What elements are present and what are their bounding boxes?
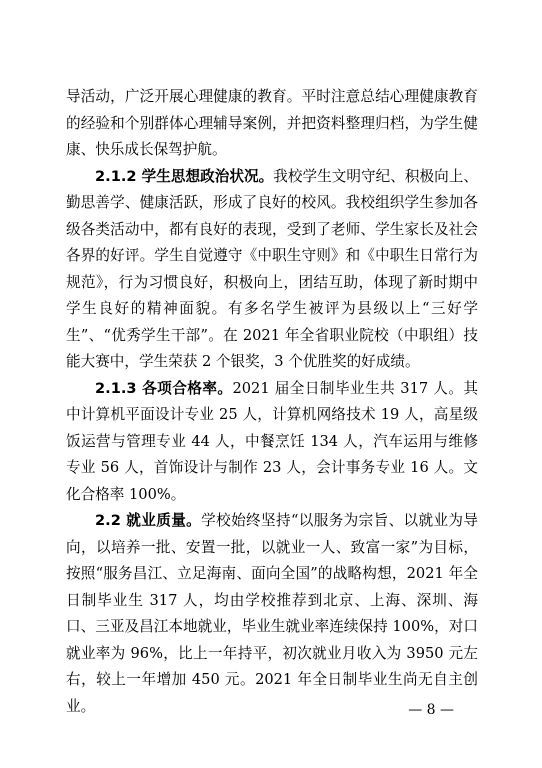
paragraph-pass-rate [66, 376, 478, 509]
page-number: — 8 — [408, 702, 454, 718]
paragraph-text: 导活动，广泛开展心理健康的教育。平时注意总结心理健康教育的经验和个别群体心理辅导案例，并把资料整理归档，为学生健康、快乐成长保驾护航。 [66, 88, 478, 158]
section-heading: 2.1.2 学生思想政治状况。 [95, 167, 274, 185]
section-heading: 2.2 就业质量。 [95, 512, 202, 529]
paragraph-text: 2021 届全日制毕业生共 317 人。其中计算机平面设计专业 25 人，计算机网络技术 19 人，高星级饭运营与管理专业 44 人，中餐烹饪 134 人，汽车运用与维修专业 56 人，首饰设计与制作 23 人，会计事务专业 16 人。文化合格率 100%。 [66, 379, 478, 503]
section-heading: 2.1.3 各项合格率。 [95, 379, 233, 397]
paragraph-employment [66, 508, 478, 720]
document-body [66, 84, 478, 720]
paragraph-text: 学校始终坚持“以服务为宗旨、以就业为导向，以培养一批、安置一批，以就业一人、致富一家”为目标，按照“服务昌江、立足海南、面向全国”的战略构想，2021 年全日制毕业生 317 人，均由学校推荐到北京、上海、深圳、海口、三亚及昌江本地就业，毕业生就业率连续保持 100%，对口就业率为 96%，比上一年持平，初次就业月收入为 3950 元左右，较上一年增加 450 元。2021 年全日制毕业生尚无自主创业。 [66, 512, 478, 715]
paragraph-text: 我校学生文明守纪、积极向上、勤思善学、健康活跃，形成了良好的校风。我校组织学生参加各级各类活动中，都有良好的表现，受到了老师、学生家长及社会各界的好评。学生自觉遵守《中职生守则》和《中职生日常行为规范》，行为习惯良好，积极向上，团结互助，体现了新时期中学生良好的精神面貌。有多名学生被评为县级以上“三好学生”、“优秀学生干部”。在 2021 年全省职业院校（中职组）技能大赛中，学生荣获 2 个银奖，3 个优胜奖的好成绩。 [66, 167, 478, 370]
paragraph-intro [66, 84, 478, 164]
paragraph-ideology [66, 164, 478, 376]
